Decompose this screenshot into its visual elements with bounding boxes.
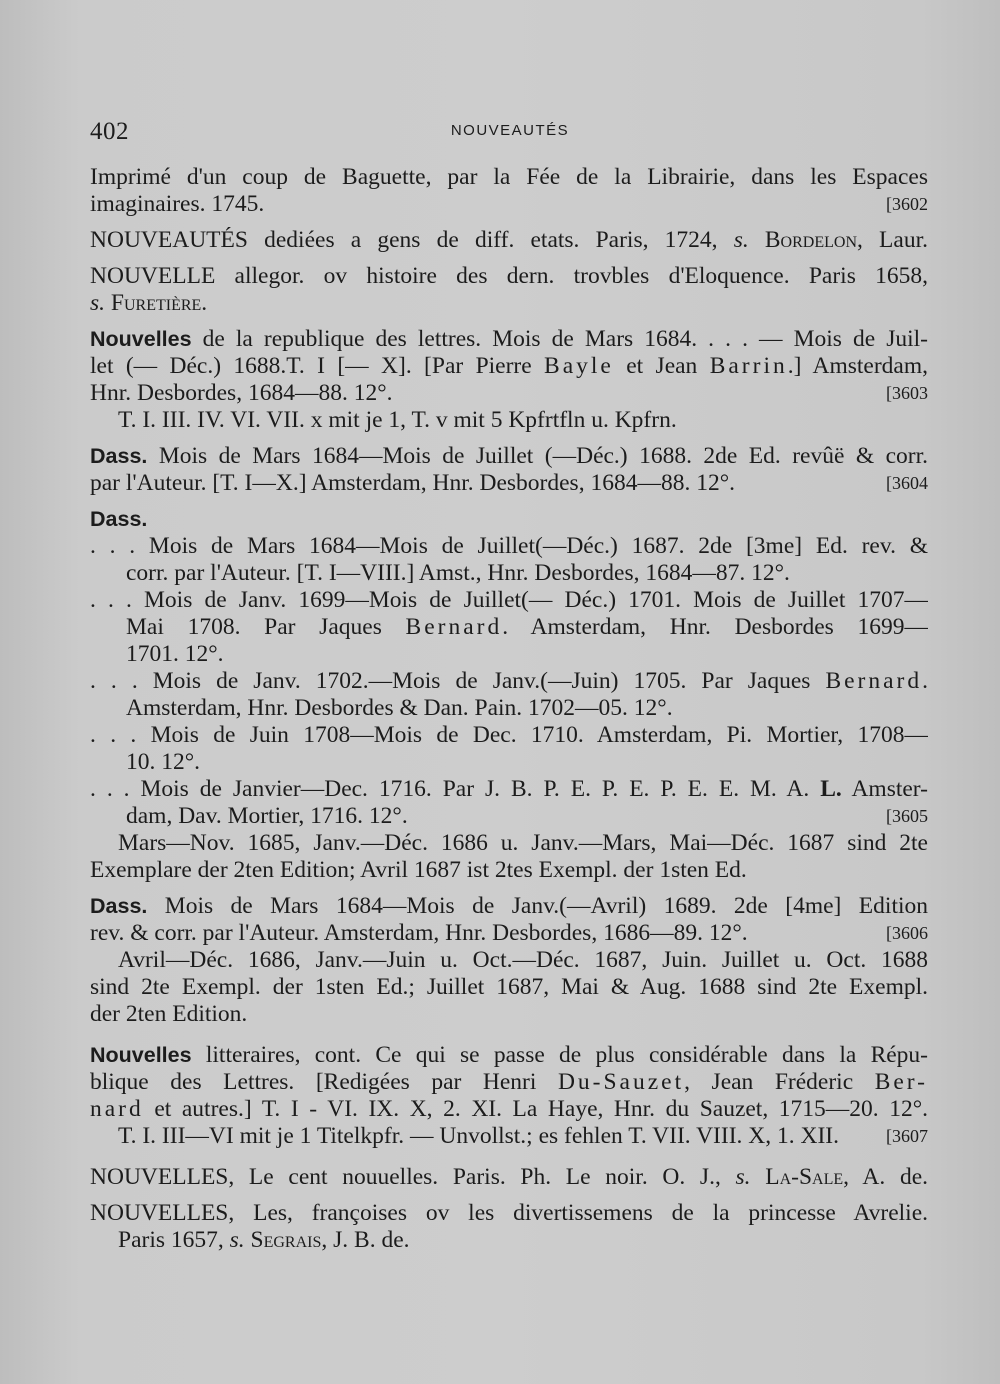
entry-nouveautes [90, 227, 928, 254]
person-name: Barrin [709, 353, 788, 379]
reference-number: [3604 [886, 473, 928, 493]
reference-number: [3607 [886, 1126, 928, 1146]
text-line: . . . Mois de Mars 1684—Mois de Juillet(—Déc.) 1687. 2de [3me] Ed. rev. & [90, 533, 928, 559]
page-header [90, 118, 930, 145]
note-line: sind 2te Exempl. der 1sten Ed.; Juillet 1687, Mai & Aug. 1688 sind 2te Exempl. [90, 974, 928, 1000]
text-line: let (— Déc.) 1688.T. I [— X]. [Par Pierre Bayle et Jean Barrin.] Amsterdam, [90, 353, 928, 379]
text-line: Paris 1657, s. Segrais, J. B. de. [118, 1227, 410, 1253]
running-title: NOUVEAUTÉS [450, 122, 570, 139]
note-line: Mars—Nov. 1685, Janv.—Déc. 1686 u. Janv.—Mars, Mai—Déc. 1687 sind 2te [118, 830, 928, 856]
sub-entry [90, 587, 928, 668]
reference-number: [3605 [886, 806, 928, 826]
text-line: nard et autres.] T. I - VI. IX. X, 2. XI. La Haye, Hnr. du Sauzet, 1715—20. 12°. [90, 1096, 928, 1122]
entry-heading: Dass. [90, 894, 148, 918]
text-line: NOUVELLE allegor. ov histoire des dern. trovbles d'Eloquence. Paris 1658, [90, 263, 928, 289]
text-line: s. Furetière. [90, 290, 208, 316]
sub-entry [90, 533, 928, 587]
text-line: Mai 1708. Par Jaques Bernard. Amsterdam, Hnr. Desbordes 1699— [126, 614, 928, 640]
text-line: Nouvelles de la republique des lettres. Mois de Mars 1684. . . . — Mois de Juil- [90, 326, 928, 352]
text-line: NOUVELLES, Le cent nouuelles. Paris. Ph. Le noir. O. J., s. La-Sale, A. de. [90, 1164, 928, 1190]
text-line: 10. 12°. [126, 749, 201, 775]
text-line: Dass. Mois de Mars 1684—Mois de Janv.(—Avril) 1689. 2de [4me] Edition [90, 893, 928, 919]
text-line: blique des Lettres. [Redigées par Henri Du-Sauzet, Jean Fréderic Ber- [90, 1069, 928, 1095]
person-name: Du-Sauzet [557, 1069, 685, 1095]
entry-imprime [90, 164, 928, 218]
entry-nouvelle-allegor [90, 263, 928, 317]
person-name: nard [90, 1096, 144, 1122]
text-line: . . . Mois de Janv. 1699—Mois de Juillet(— Déc.) 1701. Mois de Juillet 1707— [90, 587, 928, 613]
text-line: . . . Mois de Janv. 1702.—Mois de Janv.(—Juin) 1705. Par Jaques Bernard. [90, 668, 928, 694]
sub-entry [90, 722, 928, 776]
text-line: . . . Mois de Janvier—Dec. 1716. Par J. B. P. E. P. E. P. E. E. M. A. L. Amster- [90, 776, 928, 802]
text-line: NOUVELLES, Les, françoises ov les divertissemens de la princesse Avrelie. [90, 1200, 928, 1226]
text-line: Dass. Mois de Mars 1684—Mois de Juillet (—Déc.) 1688. 2de Ed. revûë & corr. [90, 443, 928, 469]
reference-number: [3603 [886, 383, 928, 403]
author-name: La-Sale [750, 1164, 844, 1190]
entry-nouvelles-francoises [90, 1200, 928, 1254]
note-line: T. I. III—VI mit je 1 Titelkpfr. — Unvollst.; es fehlen T. VII. VIII. X, 1. XII. [3607 [118, 1123, 928, 1149]
entry-heading: Nouvelles [90, 327, 192, 351]
text-line: Imprimé d'un coup de Baguette, par la Fée de la Librairie, dans les Espaces [90, 164, 928, 190]
entry-dass-1 [90, 443, 928, 497]
sub-entry [90, 668, 928, 722]
text-line [90, 506, 928, 533]
entry-cent-nouvelles [90, 1164, 928, 1191]
entry-dass-3 [90, 893, 928, 1028]
entry-heading: Nouvelles [90, 1043, 192, 1067]
text-line: 1701. 12°. [126, 641, 224, 667]
person-name: Bernard [825, 668, 923, 694]
text-line: corr. par l'Auteur. [T. I—VIII.] Amst., Hnr. Desbordes, 1684—87. 12°. [126, 560, 790, 586]
note-line: Exemplare der 2ten Edition; Avril 1687 ist 2tes Exempl. der 1sten Ed. [90, 857, 747, 883]
text-line: rev. & corr. par l'Auteur. Amsterdam, Hnr. Desbordes, 1686—89. 12°. [3606 [90, 920, 928, 946]
page-number: 402 [90, 118, 129, 145]
note-line: T. I. III. IV. VI. VII. x mit je 1, T. v mit 5 Kpfrtfln u. Kpfrn. [118, 407, 677, 433]
entry-heading: Dass. [90, 507, 148, 531]
author-name: Segrais [244, 1227, 322, 1253]
text-line: dam, Dav. Mortier, 1716. 12°. [3605 [126, 803, 928, 829]
entry-heading: Dass. [90, 444, 148, 468]
reference-number: [3606 [886, 923, 928, 943]
note-line: der 2ten Edition. [90, 1001, 248, 1027]
entry-nouvelles-republique [90, 326, 928, 434]
text-line: imaginaires. 1745. [3602 [90, 191, 928, 217]
page-body [90, 164, 928, 1263]
reference-number: [3602 [886, 194, 928, 214]
sub-entry [90, 776, 928, 830]
entry-dass-2 [90, 506, 928, 884]
text-line: par l'Auteur. [T. I—X.] Amsterdam, Hnr. Desbordes, 1684—88. 12°. [3604 [90, 470, 928, 496]
person-name: Ber- [874, 1069, 928, 1095]
text-line: Amsterdam, Hnr. Desbordes & Dan. Pain. 1702—05. 12°. [126, 695, 673, 721]
text-line: Nouvelles litteraires, cont. Ce qui se passe de plus considérable dans la Répu- [90, 1042, 928, 1068]
note-line: Avril—Déc. 1686, Janv.—Juin u. Oct.—Déc. 1687, Juin. Juillet u. Oct. 1688 [118, 947, 928, 973]
person-name: Bernard [405, 614, 503, 640]
text-line: . . . Mois de Juin 1708—Mois de Dec. 1710. Amsterdam, Pi. Mortier, 1708— [90, 722, 928, 748]
person-name: Bayle [544, 353, 614, 379]
author-name: Bordelon [748, 227, 857, 253]
author-name: Furetière. [105, 290, 208, 316]
text-line: Hnr. Desbordes, 1684—88. 12°. [3603 [90, 380, 928, 406]
entry-nouvelles-litteraires [90, 1042, 928, 1150]
text-line: NOUVEAUTÉS dediées a gens de diff. etats. Paris, 1724, s. Bordelon, Laur. [90, 227, 928, 253]
